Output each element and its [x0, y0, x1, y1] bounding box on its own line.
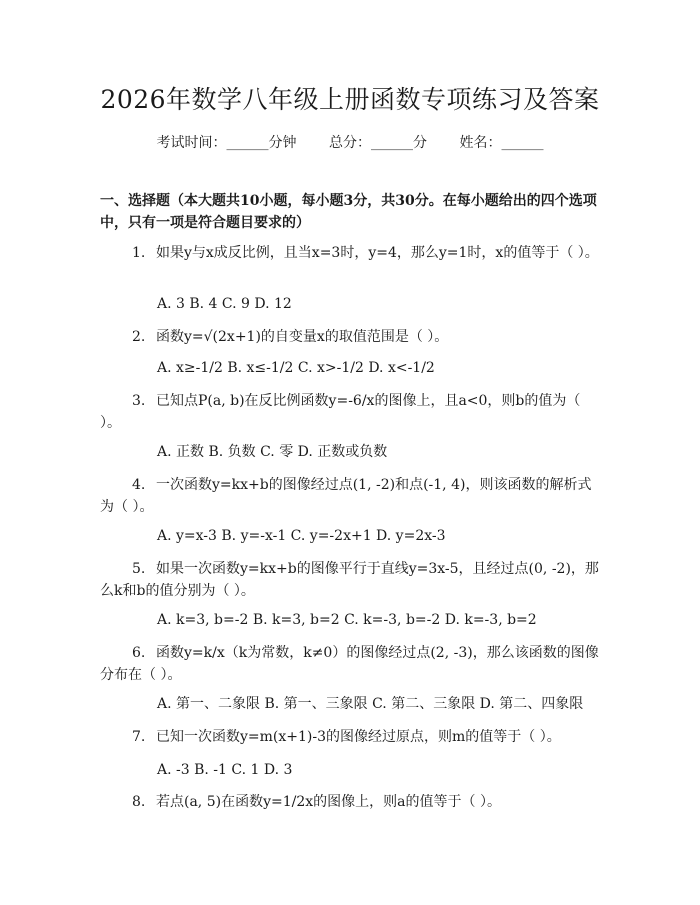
question-text: 已知点P(a, b)在反比例函数y=-6/x的图像上，且a<0，则b的值为（ ）。 — [100, 393, 581, 431]
total-score: 总分：______分 — [329, 135, 427, 151]
question-number: 5. — [132, 561, 146, 577]
question-8 — [100, 791, 600, 813]
question-6 — [100, 642, 600, 686]
question-text: 若点(a, 5)在函数y=1/2x的图像上，则a的值等于（ ）。 — [156, 794, 501, 810]
question-number: 6. — [132, 645, 146, 661]
question-1-options: A. 3 B. 4 C. 9 D. 12 — [157, 296, 292, 312]
question-number: 7. — [132, 729, 146, 745]
student-name: 姓名：______ — [459, 135, 544, 151]
question-7-options: A. -3 B. -1 C. 1 D. 3 — [157, 762, 293, 778]
question-6-options: A. 第一、二象限 B. 第一、三象限 C. 第二、三象限 D. 第二、四象限 — [157, 696, 584, 712]
question-text: 如果y与x成反比例，且当x=3时，y=4，那么y=1时，x的值等于（ ）。 — [156, 245, 599, 261]
question-number: 1. — [132, 245, 146, 261]
question-number: 3. — [132, 393, 146, 409]
exam-time: 考试时间：______分钟 — [156, 135, 297, 151]
question-text: 已知一次函数y=m(x+1)-3的图像经过原点，则m的值等于（ ）。 — [156, 729, 561, 745]
question-2-options: A. x≥-1/2 B. x≤-1/2 C. x>-1/2 D. x<-1/2 — [157, 360, 435, 376]
question-3 — [100, 390, 600, 434]
question-4-options: A. y=x-3 B. y=-x-1 C. y=-2x+1 D. y=2x-3 — [157, 528, 446, 544]
question-5-options: A. k=3, b=-2 B. k=3, b=2 C. k=-3, b=-2 D. k=-3, b=2 — [157, 612, 537, 628]
question-4 — [100, 474, 600, 518]
section-heading: 一、选择题（本大题共10小题，每小题3分，共30分。在每小题给出的四个选项中，只有一项是符合题目要求的） — [100, 193, 597, 231]
question-text: 一次函数y=kx+b的图像经过点(1, -2)和点(-1, 4)，则该函数的解析式为（ ）。 — [100, 477, 592, 515]
question-number: 4. — [132, 477, 146, 493]
question-1 — [100, 242, 600, 264]
question-number: 2. — [132, 329, 146, 345]
question-3-options: A. 正数 B. 负数 C. 零 D. 正数或负数 — [157, 444, 388, 460]
question-5 — [100, 558, 600, 602]
question-2 — [100, 326, 600, 348]
question-7 — [100, 726, 600, 748]
document-title: 2026年数学八年级上册函数专项练习及答案 — [100, 85, 600, 114]
question-text: 函数y=√(2x+1)的自变量x的取值范围是（ ）。 — [156, 329, 449, 345]
exam-meta — [0, 132, 700, 152]
question-number: 8. — [132, 794, 146, 810]
question-text: 如果一次函数y=kx+b的图像平行于直线y=3x-5，且经过点(0, -2)，那么k和b的值分别为（ ）。 — [100, 561, 599, 599]
question-text: 函数y=k/x（k为常数，k≠0）的图像经过点(2, -3)，那么该函数的图像分布在（ ）。 — [100, 645, 599, 683]
